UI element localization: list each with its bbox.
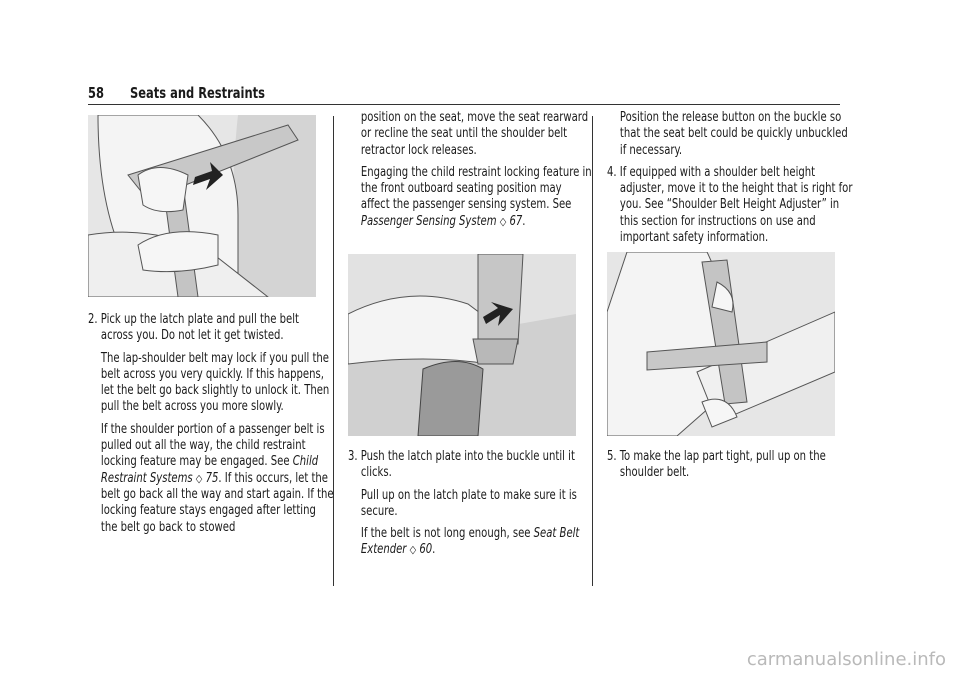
column-1-text — [88, 312, 334, 542]
page-header — [88, 84, 840, 106]
column-3-text-bottom — [607, 449, 841, 488]
link-passenger-sensing-system[interactable]: Passenger Sensing System — [360, 213, 497, 229]
watermark: carmanualsonline.info — [746, 649, 946, 670]
paragraph-passenger-sensing: Engaging the child restraint locking feature in the front outboard seating position may affect the passenger sensing system. See Passenger Sensing System ◇ 67. — [360, 164, 592, 229]
paragraph-secure: Pull up on the latch plate to make sure it is secure. — [360, 487, 577, 519]
paragraph-retractor: position on the seat, move the seat rearward or recline the seat until the shoulder belt retractor lock releases. — [360, 110, 589, 158]
step-4: 4. If equipped with a shoulder belt height adjuster, move it to the height that is right for you. See “Shoulder Belt Height Adjuster” in this section for instructions on use and important safety information. — [607, 164, 853, 246]
page-ref-icon: ◇ — [409, 543, 417, 557]
step-2: 2. Pick up the latch plate and pull the belt across you. Do not let it get twisted. — [88, 312, 299, 344]
column-2-text-top — [348, 110, 592, 236]
page-ref-icon: ◇ — [499, 214, 507, 228]
paragraph-lock: The lap-shoulder belt may lock if you pull the belt across you very quickly. If this happens, let the belt go back slightly to unlock it. Then pull the belt across you more slowly. — [100, 350, 330, 415]
step-5: 5. To make the lap part tight, pull up on the shoulder belt. — [607, 449, 826, 481]
paragraph-release-button: Position the release button on the buckle so that the seat belt could be quickly unbuckled if necessary. — [619, 110, 848, 158]
section-title: Seats and Restraints — [130, 84, 265, 102]
page-number: 58 — [88, 84, 104, 102]
link-child-restraint-systems[interactable]: Child Restraint Systems — [100, 454, 319, 486]
link-seat-belt-extender[interactable]: Seat Belt Extender — [360, 526, 580, 558]
illustration-pull-belt — [88, 115, 316, 297]
column-2-text-bottom — [348, 449, 580, 565]
paragraph-extender: If the belt is not long enough, see Seat Belt Extender ◇ 60. — [360, 526, 580, 558]
header-rule — [88, 104, 840, 105]
step-3: 3. Push the latch plate into the buckle until it clicks. — [348, 449, 575, 481]
illustration-lap-belt — [607, 252, 835, 436]
page-ref-icon: ◇ — [195, 471, 203, 485]
paragraph-child-restraint: If the shoulder portion of a passenger belt is pulled out all the way, the child restraint locking feature may be engaged. See Child Restraint Systems ◇ 75. If this occurs, let the belt go back all the way and start again. If the locking feature stays engaged after letting the belt go back to stowed — [100, 421, 334, 535]
illustration-buckle — [348, 254, 576, 436]
column-3-text-top — [607, 110, 853, 252]
